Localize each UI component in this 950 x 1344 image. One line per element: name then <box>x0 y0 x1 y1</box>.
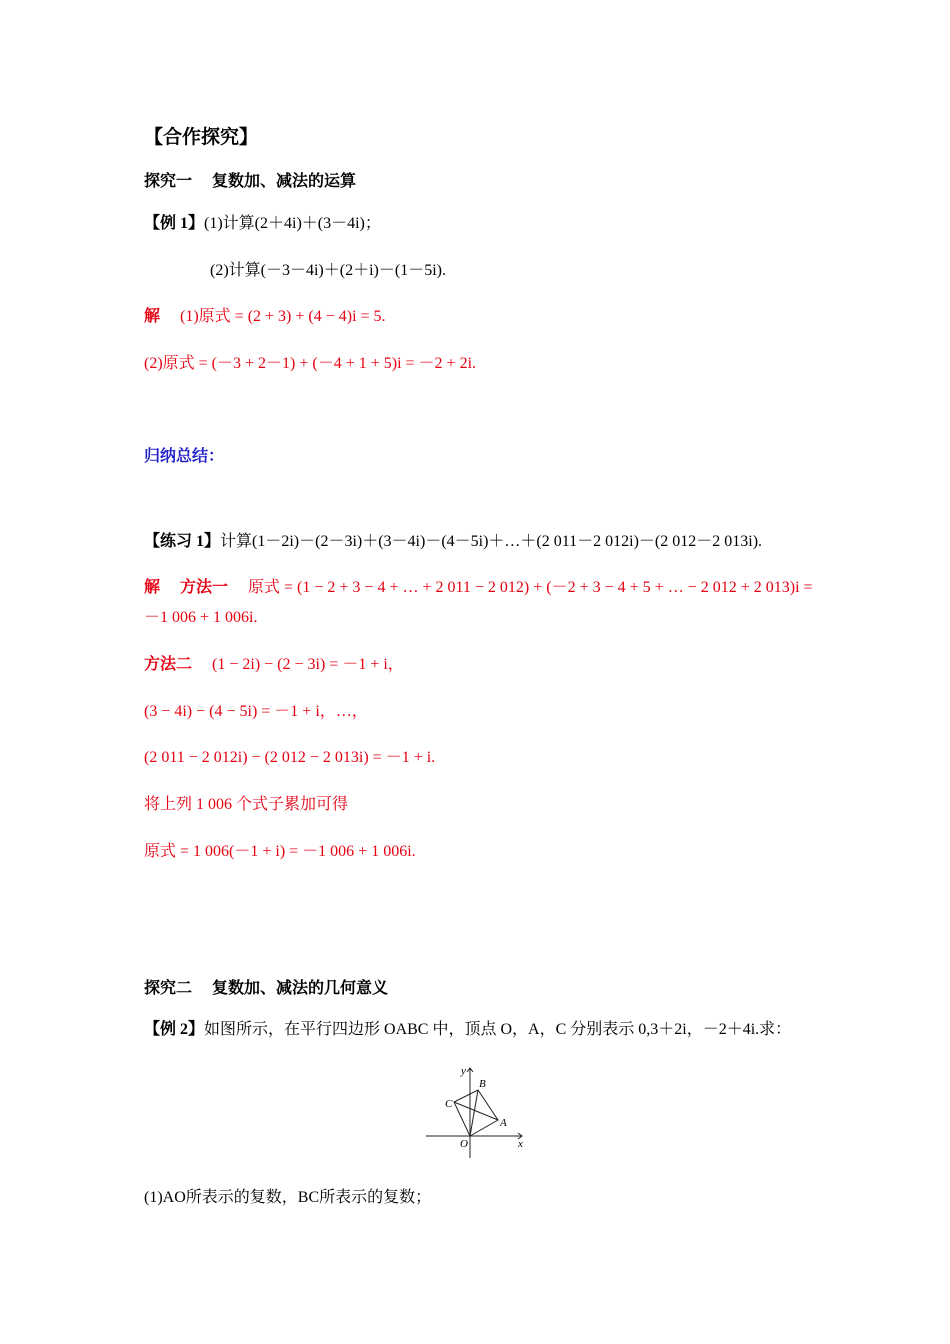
topic2-title: 复数加、减法的几何意义 <box>212 980 389 997</box>
solution-p1-label: 解 <box>144 579 161 596</box>
label-o: O <box>460 1138 468 1150</box>
practice1-tag: 【练习 1】 <box>144 533 221 550</box>
method1-text: 原式 = (1 − 2 + 3 − 4 + … + 2 011 − 2 012) + (－2 + 3 − 4 + 5 + … − 2 012 + 2 013)i = －1 006 + 1 006i. <box>144 579 813 626</box>
method2-line3: (2 011 − 2 012i) − (2 012 − 2 013i) = －1 + i. <box>144 749 436 766</box>
topic2-label: 探究二 <box>144 980 193 997</box>
example2-text <box>144 1020 791 1040</box>
example2-q1: (1)AO所表示的复数，BC所表示的复数； <box>144 1189 432 1206</box>
method2-label: 方法二 <box>144 656 193 673</box>
solution1-line1-text: (1)原式 = (2 + 3) + (4 − 4)i = 5. <box>180 308 386 325</box>
example1-q1 <box>144 214 381 234</box>
label-c: C <box>445 1098 453 1110</box>
topic1-title: 复数加、减法的运算 <box>212 173 357 190</box>
label-x: x <box>518 1138 523 1150</box>
example1-q1-text: (1)计算(2＋4i)＋(3－4i)； <box>204 215 381 232</box>
solution1-line1 <box>144 307 386 327</box>
method2-line1-text: (1 − 2i) − (2 − 3i) = －1 + i， <box>212 656 404 673</box>
solution1-label: 解 <box>144 308 161 325</box>
example2-body: 如图所示，在平行四边形 OABC 中，顶点 O，A，C 分别表示 0,3＋2i，－2＋4i.求： <box>204 1021 792 1038</box>
section-header: 【合作探究】 <box>144 127 259 148</box>
label-b: B <box>479 1078 486 1090</box>
example1-tag: 【例 1】 <box>144 215 205 232</box>
solution1-line2: (2)原式 = (－3 + 2－1) + (－4 + 1 + 5)i = －2 + 2i. <box>144 355 477 372</box>
practice1-text: 计算(1－2i)－(2－3i)＋(3－4i)－(4－5i)＋…＋(2 011－2 012i)－(2 012－2 013i). <box>220 533 763 550</box>
method2-line5: 原式 = 1 006(－1 + i) = －1 006 + 1 006i. <box>144 843 416 860</box>
diagonal-ob <box>470 1090 478 1136</box>
method2-line1 <box>144 655 404 675</box>
solution-p1-method1 <box>144 573 814 633</box>
practice1-question <box>144 532 762 552</box>
parallelogram-oabc <box>454 1090 498 1136</box>
label-y: y <box>461 1065 466 1077</box>
topic2-heading <box>144 979 388 999</box>
parallelogram-figure <box>420 1060 532 1160</box>
topic1-label: 探究一 <box>144 173 193 190</box>
summary-label: 归纳总结： <box>144 448 225 465</box>
label-a: A <box>500 1117 507 1129</box>
example2-tag: 【例 2】 <box>144 1021 205 1038</box>
method1-label: 方法一 <box>180 579 229 596</box>
method2-line2: (3 − 4i) − (4 − 5i) = －1 + i，…， <box>144 703 368 720</box>
topic1-heading <box>144 172 356 192</box>
method2-line4: 将上列 1 006 个式子累加可得 <box>144 796 349 813</box>
example1-q2: (2)计算(－3－4i)＋(2＋i)－(1－5i). <box>210 262 446 279</box>
